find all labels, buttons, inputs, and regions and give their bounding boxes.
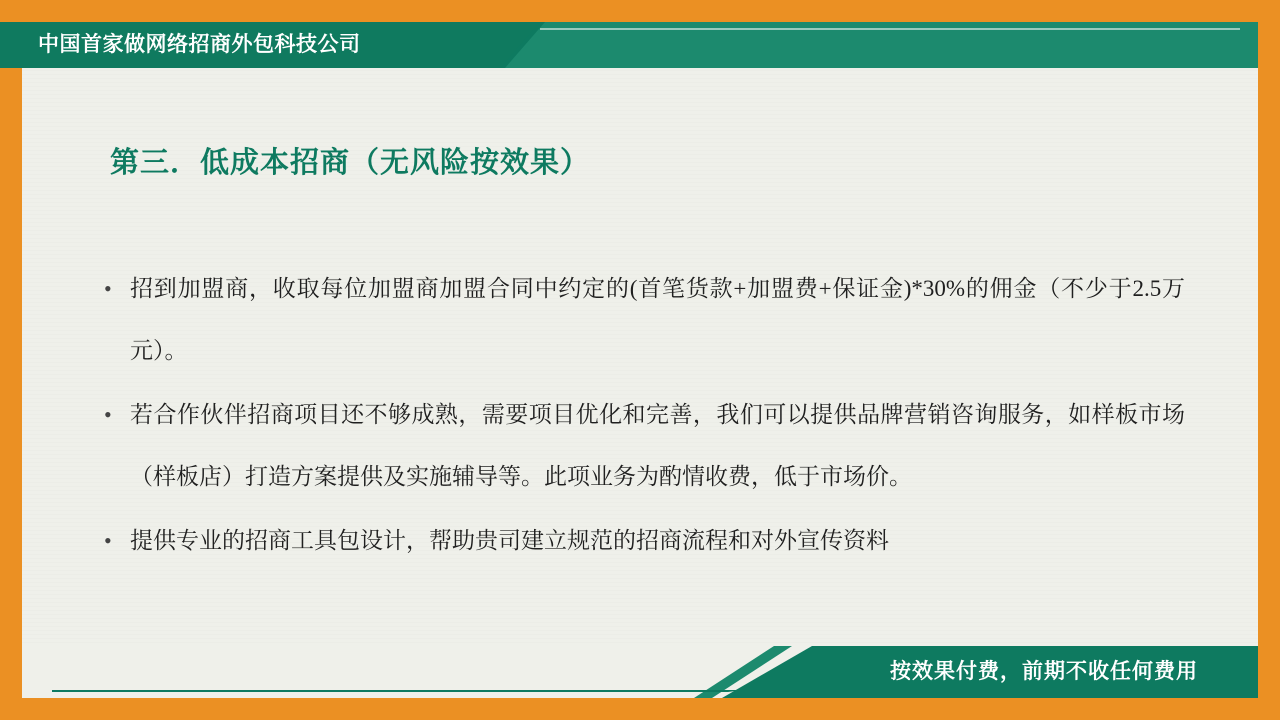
list-item: • 若合作伙伴招商项目还不够成熟，需要项目优化和完善，我们可以提供品牌营销咨询服务，如样板市场（样板店）打造方案提供及实施辅导等。此项业务为酌情收费，低于市场价。 [100, 384, 1185, 508]
list-item: • 招到加盟商，收取每位加盟商加盟合同中约定的(首笔货款+加盟费+保证金)*30%的佣金（不少于2.5万元）。 [100, 258, 1185, 382]
footer-band [22, 646, 1258, 698]
bullet-list [100, 258, 1185, 572]
page-title: 第三．低成本招商（无风险按效果） [110, 147, 591, 179]
list-item: • 提供专业的招商工具包设计，帮助贵司建立规范的招商流程和对外宣传资料 [100, 510, 1185, 572]
header-band [0, 22, 1258, 68]
company-tagline: 中国首家做网络招商外包科技公司 [38, 33, 361, 56]
header-band-divider-line [540, 28, 1240, 30]
footer-divider-line [52, 690, 742, 692]
footer-slogan: 按效果付费，前期不收任何费用 [890, 660, 1198, 683]
